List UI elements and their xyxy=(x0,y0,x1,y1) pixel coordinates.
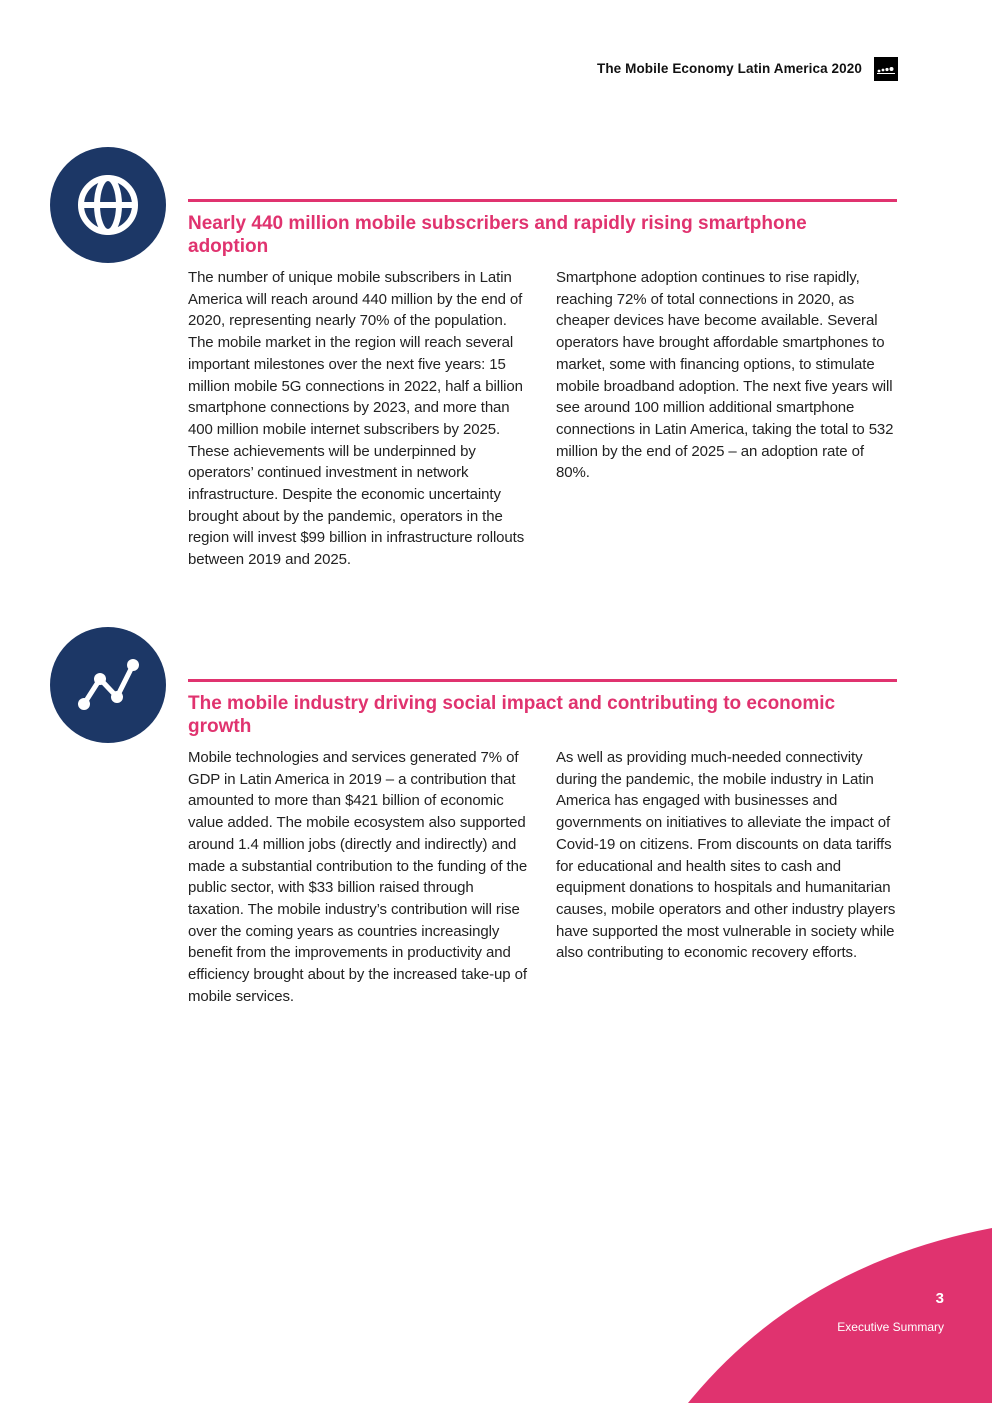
section-body-right: As well as providing much-needed connectivity during the pandemic, the mobile industry in Latin America has engaged with businesses and governments on initiatives to alleviate the impact of Covid-19 on citizens. From discounts on data tariffs for educational and health sites to cash and equipment donations to hospitals and humanitarian causes, mobile operators and other industry players have supported the most vulnerable in society while also contributing to economic recovery efforts. xyxy=(556,749,896,962)
document-title: The Mobile Economy Latin America 2020 xyxy=(596,61,862,76)
section-heading: The mobile industry driving social impact and contributing to economic growth xyxy=(188,693,836,737)
section-body-left: Mobile technologies and services generated 7% of GDP in Latin America in 2019 – a contribution that amounted to more than $421 billion of economic value added. The mobile ecosystem also supported around 1.4 million jobs (directly and indirectly) and made a substantial contribution to the funding of the public sector, with $33 billion raised through taxation. The mobile industry’s contribution will rise over the coming years as countries increasingly benefit from the improvements in productivity and efficiency brought about by the increased take-up of mobile services. xyxy=(188,749,528,1005)
page-number: 3 xyxy=(935,1290,944,1307)
section-heading: Nearly 440 million mobile subscribers and rapidly rising smartphone adoption xyxy=(188,213,807,257)
section-body-right: Smartphone adoption continues to rise rapidly, reaching 72% of total connections in 2020, as cheaper devices have become available. Several operators have brought affordable smartphones to market, some with financing options, to stimulate mobile broadband adoption. The next five years will see around 100 million additional smartphone connections in Latin America, taking the total to 532 million by the end of 2025 – an adoption rate of 80%. xyxy=(556,269,894,482)
section-body-left: The number of unique mobile subscribers in Latin America will reach around 440 million by the end of 2020, representing nearly 70% of the population. The mobile market in the region will reach several important milestones over the next five years: 15 million mobile 5G connections in 2022, half a billion smartphone connections by 2023, and more than 400 million mobile internet subscribers by 2025. These achievements will be underpinned by operators’ continued investment in network infrastructure. Despite the economic uncertainty brought about by the pandemic, operators in the region will invest $99 billion in infrastructure rollouts between 2019 and 2025. xyxy=(188,269,525,569)
section-label: Executive Summary xyxy=(837,1320,944,1334)
